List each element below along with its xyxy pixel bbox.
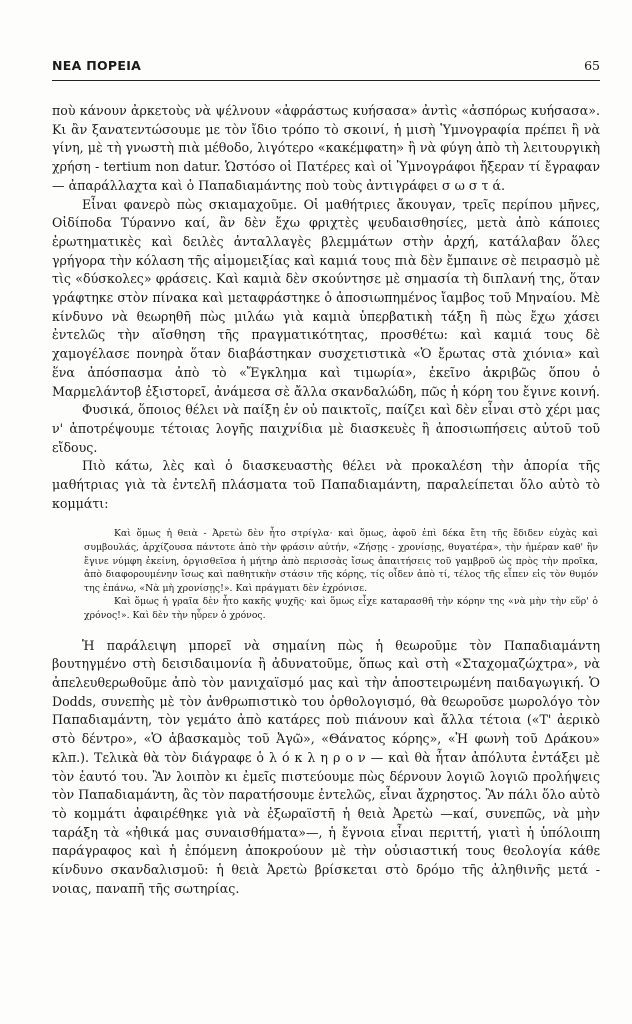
journal-title: ΝΕΑ ΠΟΡΕΙΑ [52, 58, 142, 73]
article-body [52, 102, 600, 898]
paragraph-1: ποὺ κάνουν ἀρκετοὺς νὰ ψέλνουν «ἀφράστως κυήσασα» ἀντὶς «ἀσπόρως κυήσασα». Κι ἂν ξανατεντώσουμε με τὸν ἴδιο τρόπο τὸ σκοινί, ἡ μισὴ Ὑμνογραφία πρέπει ἢ νὰ γίνη, μὲ τὴ γνωστὴ πιὰ μέθοδο, λιγότερο «κακέμφατη» ἢ νὰ φύγη ἀπὸ τὴ λειτουργικὴ χρήση - tertium non datur. Ὡστόσο οἱ Πατέρες καὶ οἱ Ὑμνογράφοι ἤξεραν τί ἔγραφαν — ἀπαράλλαχτα καὶ ὁ Παπαδιαμάντης ποὺ τοὺς ἀντιγράφει σ ω σ τ ά. [52, 103, 600, 193]
paragraph-3: Φυσικά, ὅποιος θέλει νὰ παίξη ἐν οὐ παικτοῖς, παίζει καὶ δὲν εἶναι στὸ χέρι μας ν' ἀποτρέψουμε τέτοιας λογῆς παιχνίδια μὲ διασκευὲς ἢ ἀποσιωπήσεις αὐτοῦ τοῦ εἴδους. [52, 402, 600, 455]
header-rule [52, 80, 600, 81]
quote-paragraph-1: Καὶ ὅμως ἡ θειὰ - Ἀρετὼ δὲν ἦτο στρίγλα· καὶ ὅμως, ἀφοῦ ἐπὶ δέκα ἔτη τῆς ἔδιδεν εὐχὰς καὶ συμβουλάς, ἀρχίζουσα πάντοτε ἀπὸ τὴν φράσιν αὐτήν, «Ζήσῃς - χρονίσῃς, θυγατέρα», τὴν ἡμέραν καθ' ἣν ἔγινε νύμφη ἐκείνη, ὀργισθεῖσα ἡ μήτηρ ἀπὸ περισσὰς ἴσως ἀπαιτήσεις τοῦ γαμβροῦ ὡς πρὸς τὴν προῖκα, ἀπὸ διαφορουμένην ἴσως καὶ παθητικὴν στάσιν τῆς κόρης, τίς οἶδεν ἀπὸ τί, τέλος τῆς εἶπεν εἰς τὸν θυμόν της ἐπάνω, «Νὰ μὴ χρονίσῃς!». Καὶ πράγματι δὲν ἐχρόνισε. [84, 528, 598, 594]
running-header [52, 58, 600, 80]
paragraph-5: Ἡ παράλειψη μπορεῖ νὰ σημαίνη πὼς ἡ θεωροῦμε τὸν Παπαδιαμάντη βουτηγμένο στὴ δεισιδαιμονία ἢ ἀδυνατοῦμε, ὅπως καὶ στὴ «Σταχομαζώχτρα», νὰ ἀπελευθερωθοῦμε ἀπὸ τὸν μανιχαϊσμό μας καὶ τὴν ἀποστειρωμένη παιδαγωγική. Ὁ Dodds, συνεπὴς μὲ τὸν ἀνθρωπιστικὸ του ὀρθολογισμό, θὰ θεωροῦσε μωρολόγο τὸν Παπαδιαμάντη, τὸν γεμάτο ἀπὸ κατάρες ποὺ πιάνουν καὶ ἄλλα τέτοια («Τ' ἀερικὸ στὸ δέντρο», «Ὁ ἀβασκαμὸς τοῦ Ἀγῶ», «Θάνατος κόρης», «Ἡ φωνὴ τοῦ Δράκου» κλπ.). Τελικὰ θὰ τὸν διάγραφε ὁ λ ό κ λ η ρ ο ν — καὶ θὰ ἦταν ἀπόλυτα ἐντάξει μὲ τὸν ἑαυτό του. Ἂν λοιπὸν κι ἐμεῖς πιστεύουμε πὼς δέρνουν λογιῶ λογιῶ προλήψεις τὸν Παπαδιαμάντη, ἂς τὸν παρατήσουμε ἐντελῶς, εἶναι ἄχρηστος. Ἂν πάλι ὅλο αὐτὸ τὸ κομμάτι ἀφαιρέθηκε γιὰ νὰ ἐξωραϊστῆ ἡ θειὰ Ἀρετὼ —καί, συνεπῶς, νὰ μὴν ταράξη τὰ «ἠθικά μας συναισθήματα»—, ἡ ἔγνοια εἶναι περιττή, γιατὶ ἡ ὑπόλοιπη παράγραφος καὶ ἡ ἑπόμενη ἀποκρούουν μὲ τὴν οὐσιαστική τους θεολογία κάθε κίνδυνο σκανδαλισμοῦ: ἡ θειὰ Ἀρετὼ βρίσκεται στὸ δρόμο τῆς ἀληθινῆς μετά - νοιας, παναπῆ τῆς σωτηρίας. [52, 637, 600, 896]
page-number: 65 [584, 58, 600, 73]
block-quote [84, 527, 598, 622]
paragraph-4: Πιὸ κάτω, λὲς καὶ ὁ διασκευαστὴς θέλει νὰ προκαλέση τὴν ἀπορία τῆς μαθήτριας γιὰ τὰ ἐντελῆ πλάσματα τοῦ Παπαδιαμάντη, παραλείπεται ὅλο αὐτὸ τὸ κομμάτι: [52, 458, 600, 511]
paragraph-2: Εἶναι φανερὸ πὼς σκιαμαχοῦμε. Οἱ μαθήτριες ἄκουγαν, τρεῖς περίπου μῆνες, Οἰδίποδα Τύραννο καί, ἂν δὲν ἔχω φριχτὲς ψευδαισθησίες, μετὰ ἀπὸ κάποιες ἐρωτηματικὲς καὶ δειλὲς ἀνταλλαγὲς βλεμμάτων στὴν ἀρχή, κατάλαβαν ὅλες γρήγορα τὴν κόλαση τῆς αἱμομειξίας καὶ καμιά τους πιὰ δὲν ἔμπαινε σὲ πειρασμὸ μὲ τὶς «δύσκολες» φράσεις. Καὶ καμιὰ δὲν σκούντησε μὲ σημασία τὴ διπλανή της, ὅταν γράφτηκε στὸν πίνακα καὶ μεταφράστηκε ὁ ἀποσιωπημένος ἴαμβος τοῦ Μηναίου. Μὲ κίνδυνο νὰ θεωρηθῆ πὼς μιλάω γιὰ καμιὰ ὑπερβατικὴ τάξη ἢ πὼς ἔχω χάσει ἐντελῶς τὴν αἴσθηση τῆς πραγματικότητας, προσθέτω: καὶ καμιά τους δὲ χαμογέλασε πονηρὰ ὅταν διαβάστηκαν συσχετιστικὰ «Ὁ ἔρωτας στὰ χιόνια» καὶ ἕνα ἀπόσπασμα ἀπὸ τὸ «Ἔγκλημα καὶ τιμωρία», ἐκεῖνο ἀκριβῶς ὅπου ὁ Μαρμελάντοβ ἐξιστορεῖ, ἀνάμεσα σὲ ἄλλα σκανδαλώδη, πῶς ἡ κόρη του ἔγινε κοινή. [52, 196, 600, 399]
quote-paragraph-2: Καὶ ὅμως ἡ γραῖα δὲν ἦτο κακῆς ψυχῆς· καὶ ὅμως εἶχε καταρασθῆ τὴν κόρην της «νὰ μὴν τὴν εὕρ' ὁ χρόνος!». Καὶ δὲν τὴν ηὗρεν ὁ χρόνος. [84, 596, 598, 622]
